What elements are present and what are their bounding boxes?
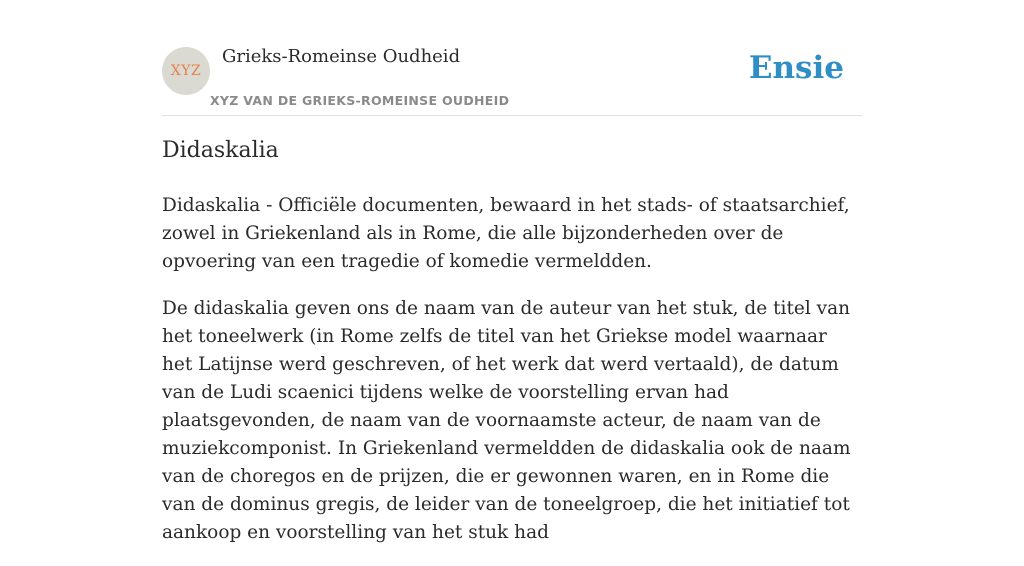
article-title: Didaskalia (162, 138, 279, 163)
site-avatar[interactable]: XYZ (162, 47, 210, 95)
article-paragraph: De didaskalia geven ons de naam van de auteur van het stuk, de titel van het toneelwerk (in Rome zelfs de titel van het Griekse model waarnaar het Latijnse werd geschreven, of het werk dat werd vertaald), de datum van de Ludi scaenici tijdens welke de voorstelling ervan had plaatsgevonden, de naam van de voornaamste acteur, de naam van de muziekcomponist. In Griekenland vermeldden de didaskalia ook de naam van de choregos en de prijzen, die er gewonnen waren, en in Rome die van de dominus gregis, de leider van de toneelgroep, die het initiatief tot aankoop en voorstelling van het stuk had (162, 298, 851, 543)
article-paragraph: Didaskalia - Officiële documenten, bewaard in het stads- of staatsarchief, zowel in Griekenland als in Rome, die alle bijzonderheden over de opvoering van een tragedie of komedie vermeldden. (162, 195, 850, 272)
article-body (162, 192, 862, 566)
site-subtitle: XYZ VAN DE GRIEKS-ROMEINSE OUDHEID (210, 93, 510, 108)
site-title-link[interactable]: Grieks-Romeinse Oudheid (222, 46, 461, 67)
site-header (162, 40, 862, 116)
brand-logo-link[interactable]: Ensie (748, 50, 844, 86)
